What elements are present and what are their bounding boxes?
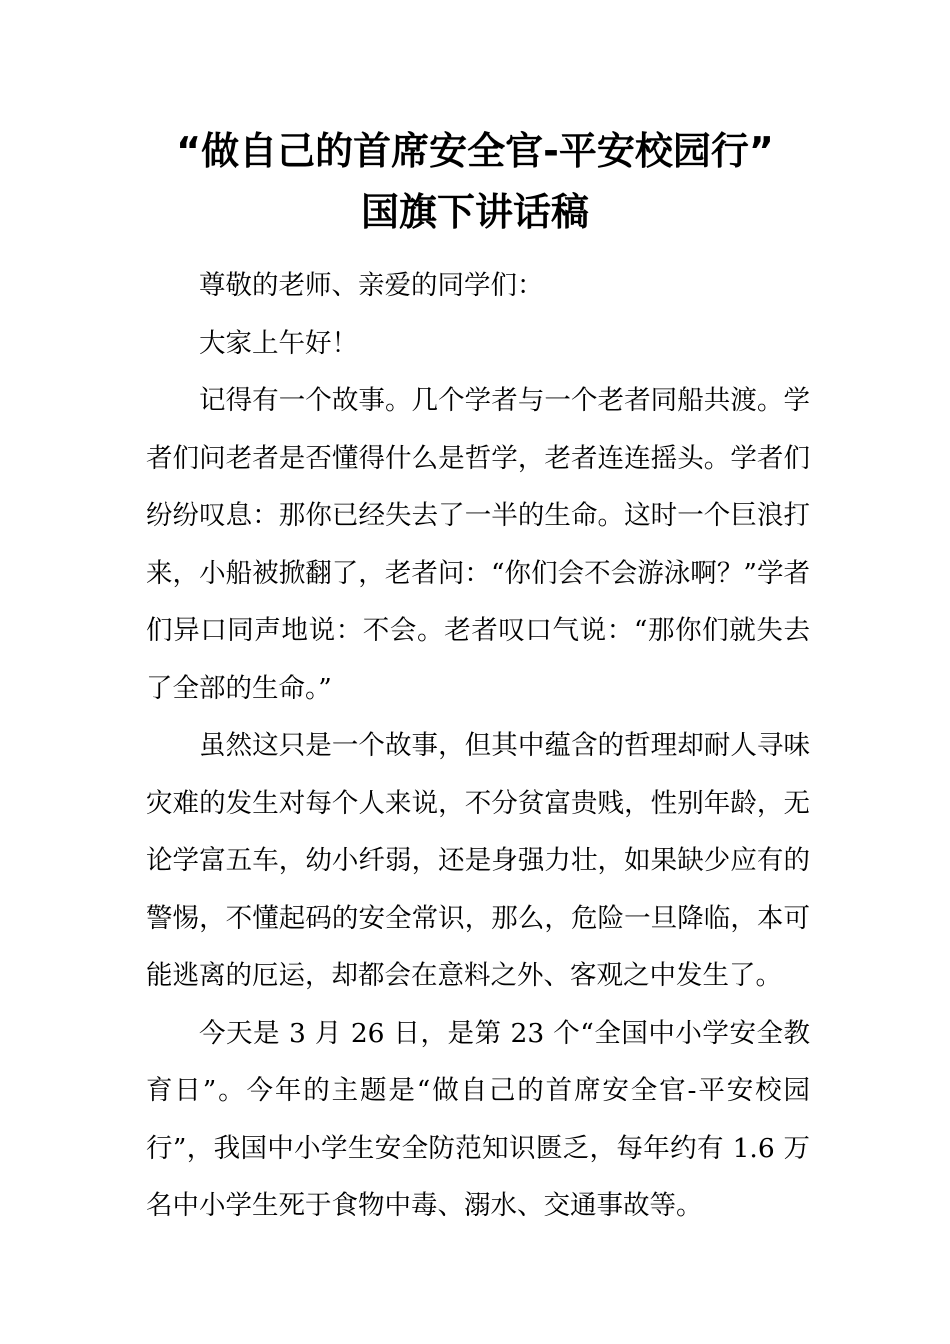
safety-day-paragraph: 今天是 3 月 26 日，是第 23 个“全国中小学安全教育日”。今年的主题是“做自己的首席安全官-平安校园行”，我国中小学生安全防范知识匮乏，每年约有 1.6 万名中小学生死于食物中毒、溺水、交通事故等。: [146, 1017, 810, 1221]
document-title-line-1: “做自己的首席安全官-平安校园行”: [176, 129, 774, 173]
greeting-paragraph: 大家上午好！: [199, 327, 358, 359]
document-title-line-2: 国旗下讲话稿: [360, 190, 589, 234]
salutation-paragraph: 尊敬的老师、亲爱的同学们：: [199, 270, 544, 301]
story-paragraph: 记得有一个故事。几个学者与一个老者同船共渡。学者们问老者是否懂得什么是哲学，老者连连摇头。学者们纷纷叹息：那你已经失去了一半的生命。这时一个巨浪打来，小船被掀翻了，老者问：“你们会不会游泳啊？”学者们异口同声地说：不会。老者叹口气说：“那你们就失去了全部的生命。”: [146, 385, 810, 704]
reflection-paragraph: 虽然这只是一个故事，但其中蕴含的哲理却耐人寻味灾难的发生对每个人来说，不分贫富贵贱，性别年龄，无论学富五车，幼小纤弱，还是身强力壮，如果缺少应有的警惕，不懂起码的安全常识，那么，危险一旦降临，本可能逃离的厄运，却都会在意料之外、客观之中发生了。: [146, 730, 810, 991]
document-body: [146, 257, 810, 1235]
